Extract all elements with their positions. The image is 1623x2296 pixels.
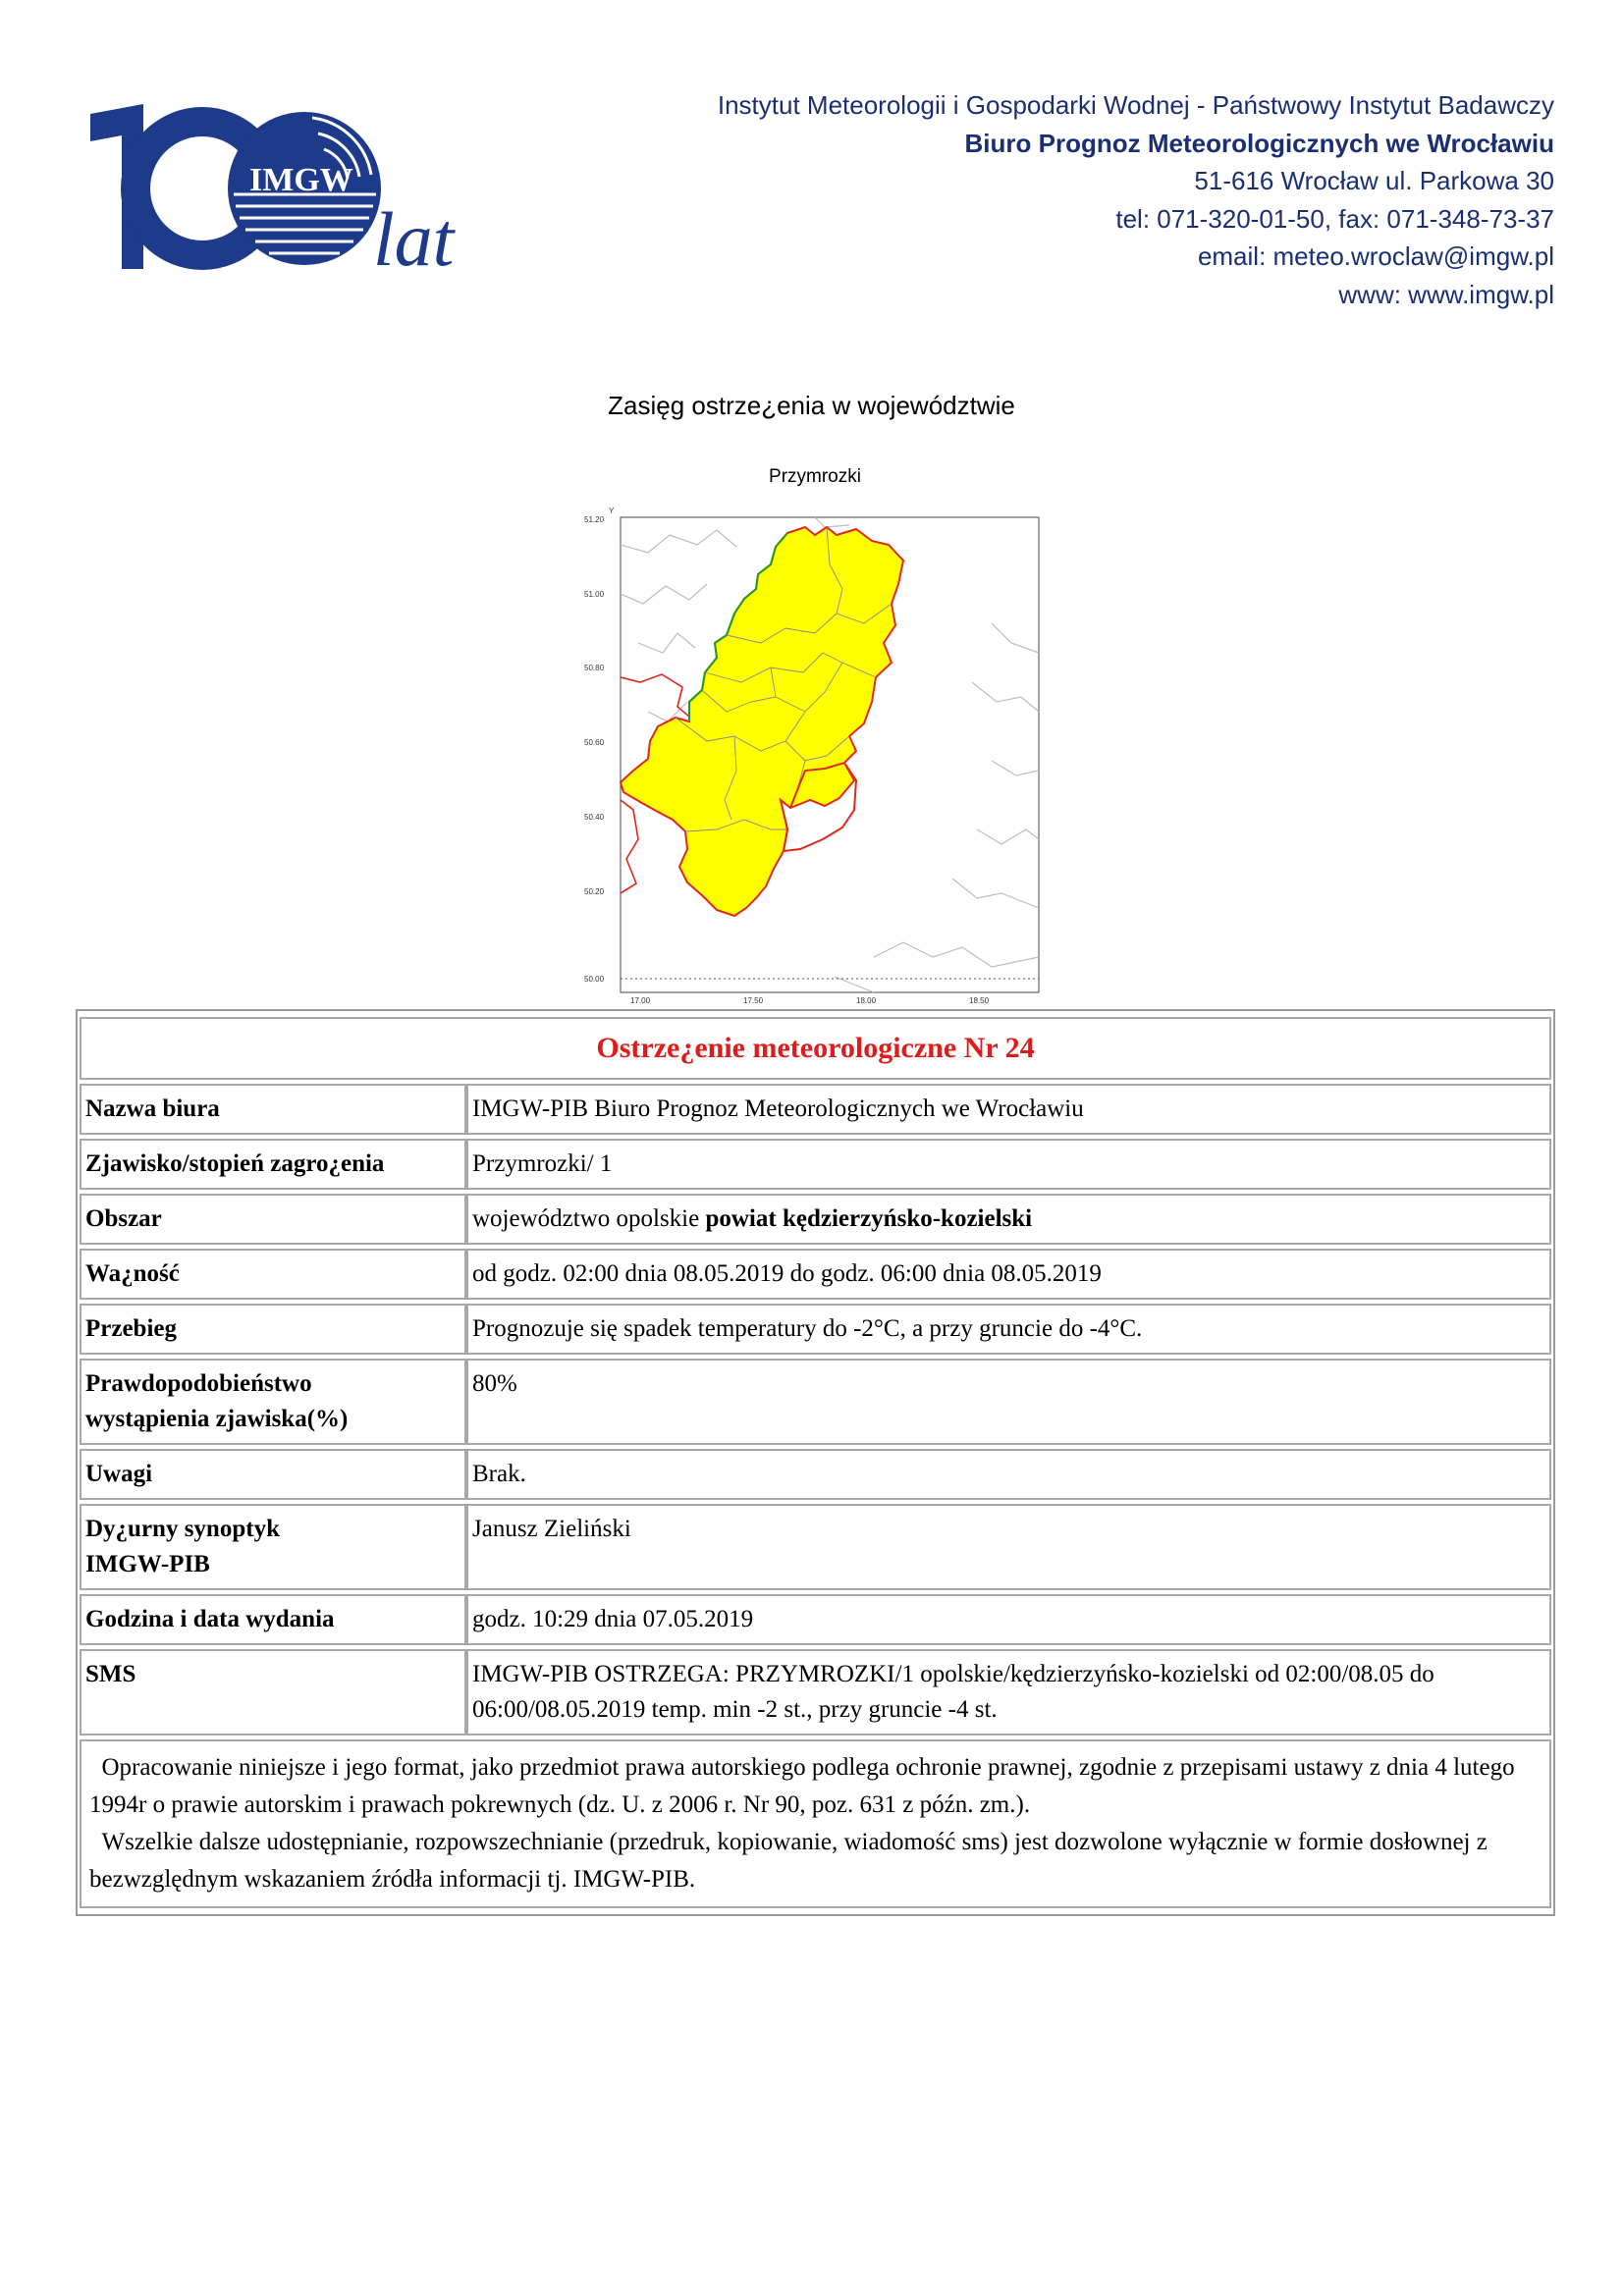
y-tick-label: 50.00 bbox=[584, 975, 605, 984]
institute-name: Instytut Meteorologii i Gospodarki Wodnej - Państwowy Instytut Badawczy bbox=[717, 90, 1554, 120]
svg-text:IMGW: IMGW bbox=[249, 162, 353, 198]
row-label: Godzina i data wydania bbox=[80, 1594, 466, 1645]
row-label-line: Prawdopodobieństwo bbox=[85, 1370, 312, 1397]
office-phone: tel: 071-320-01-50, fax: 071-348-73-37 bbox=[1115, 203, 1554, 234]
copyright-note bbox=[80, 1739, 1551, 1908]
table-row bbox=[80, 1359, 1551, 1445]
table-row bbox=[80, 1304, 1551, 1355]
warning-table bbox=[76, 1009, 1555, 1916]
row-value: godz. 10:29 dnia 07.05.2019 bbox=[466, 1594, 1551, 1645]
y-tick-label: 50.60 bbox=[584, 738, 605, 747]
row-value: Janusz Zieliński bbox=[466, 1504, 1551, 1590]
y-axis-label: Y bbox=[609, 507, 615, 515]
office-contact-block bbox=[718, 86, 1554, 313]
row-label: Uwagi bbox=[80, 1449, 466, 1500]
office-name: Biuro Prognoz Meteorologicznych we Wrocławiu bbox=[964, 128, 1554, 158]
map-title: Przymrozki bbox=[769, 466, 861, 487]
warning-area-map bbox=[579, 506, 1060, 1006]
row-value: Prognozuje się spadek temperatury do -2°C, a przy gruncie do -4°C. bbox=[466, 1304, 1551, 1355]
row-label: Przebieg bbox=[80, 1304, 466, 1355]
row-label-line: IMGW-PIB bbox=[85, 1551, 210, 1577]
table-row bbox=[80, 1084, 1551, 1135]
row-label bbox=[80, 1359, 466, 1445]
row-value: IMGW-PIB Biuro Prognoz Meteorologicznych we Wrocławiu bbox=[466, 1084, 1551, 1135]
row-value: IMGW-PIB OSTRZEGA: PRZYMROZKI/1 opolskie/kędzierzyńsko-kozielski od 02:00/08.05 do 06:00/08.05.2019 temp. min -2 st., przy gruncie -4 st. bbox=[466, 1649, 1551, 1735]
area-powiat: powiat kędzierzyńsko-kozielski bbox=[705, 1205, 1033, 1232]
y-axis bbox=[584, 507, 615, 984]
table-row bbox=[80, 1194, 1551, 1245]
row-label-line: wystąpienia zjawiska(%) bbox=[85, 1406, 349, 1432]
y-tick-label: 51.20 bbox=[584, 515, 605, 524]
row-label-line: Dy¿urny synoptyk bbox=[85, 1516, 280, 1542]
x-tick-label: 18.00 bbox=[856, 996, 877, 1005]
area-voivodeship: województwo opolskie bbox=[472, 1205, 706, 1232]
office-email[interactable]: email: meteo.wroclaw@imgw.pl bbox=[1197, 241, 1554, 271]
row-label: Nazwa biura bbox=[80, 1084, 466, 1135]
row-value: od godz. 02:00 dnia 08.05.2019 do godz. 06:00 dnia 08.05.2019 bbox=[466, 1249, 1551, 1300]
office-address: 51-616 Wrocław ul. Parkowa 30 bbox=[1194, 166, 1554, 195]
imgw-100-lat-logo bbox=[86, 96, 499, 283]
table-row bbox=[80, 1594, 1551, 1645]
table-row bbox=[80, 1449, 1551, 1500]
y-tick-label: 51.00 bbox=[584, 590, 605, 599]
table-row bbox=[80, 1139, 1551, 1190]
y-tick-label: 50.40 bbox=[584, 813, 605, 822]
copyright-note-line: Opracowanie niniejsze i jego format, jako przedmiot prawa autorskiego podlega ochronie prawnej, zgodnie z przepisami ustawy z dnia 4 lutego 1994r o prawie autorskim i prawach pokrewnych (dz. U. z 2006 r. Nr 90, poz. 631 z późn. zm.). bbox=[89, 1754, 1521, 1818]
row-label: Wa¿ność bbox=[80, 1249, 466, 1300]
row-label: SMS bbox=[80, 1649, 466, 1735]
table-row bbox=[80, 1249, 1551, 1300]
row-value: Brak. bbox=[466, 1449, 1551, 1500]
row-label: Obszar bbox=[80, 1194, 466, 1245]
copyright-note-line: Wszelkie dalsze udostępnianie, rozpowszechnianie (przedruk, kopiowanie, wiadomość sms) jest dozwolone wyłącznie w formie dosłownej z bezwzględnym wskazaniem źródła informacji tj. IMGW-PIB. bbox=[89, 1829, 1494, 1893]
row-value: Przymrozki/ 1 bbox=[466, 1139, 1551, 1190]
warning-title: Ostrze¿enie meteorologiczne Nr 24 bbox=[80, 1017, 1551, 1080]
map-caption: Zasięg ostrze¿enia w województwie bbox=[608, 391, 1015, 420]
table-row bbox=[80, 1649, 1551, 1735]
row-value bbox=[466, 1194, 1551, 1245]
office-website[interactable]: www: www.imgw.pl bbox=[1338, 279, 1554, 309]
table-row bbox=[80, 1504, 1551, 1590]
x-tick-label: 18.50 bbox=[969, 996, 990, 1005]
row-label bbox=[80, 1504, 466, 1590]
y-tick-label: 50.80 bbox=[584, 664, 605, 672]
svg-text:lat: lat bbox=[373, 196, 455, 282]
y-tick-label: 50.20 bbox=[584, 887, 605, 896]
x-axis bbox=[630, 996, 990, 1005]
x-tick-label: 17.50 bbox=[743, 996, 764, 1005]
row-label: Zjawisko/stopień zagro¿enia bbox=[80, 1139, 466, 1190]
x-tick-label: 17.00 bbox=[630, 996, 651, 1005]
row-value: 80% bbox=[466, 1359, 1551, 1445]
